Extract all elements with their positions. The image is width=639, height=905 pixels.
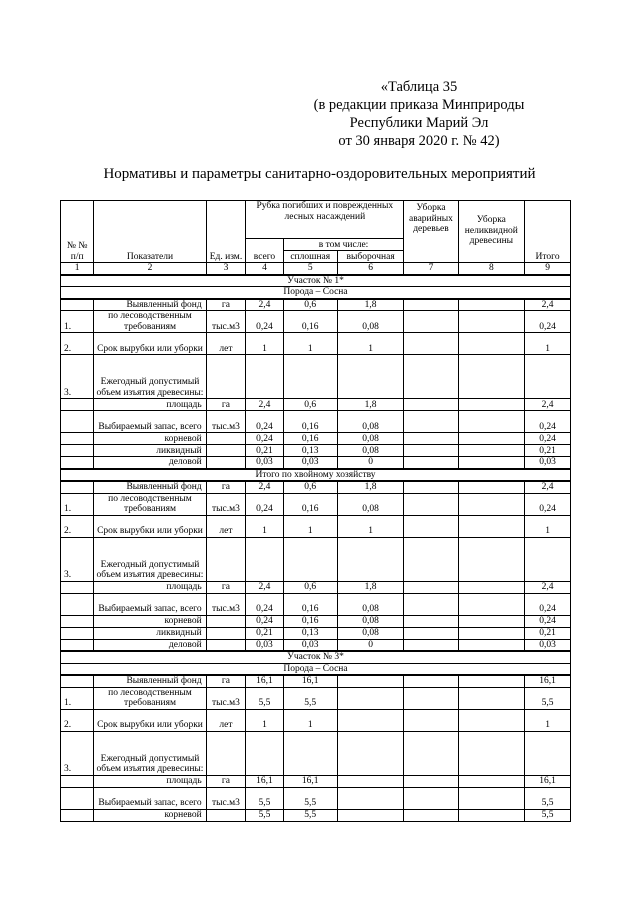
value-cell: [404, 445, 458, 457]
section-header: Участок № 3*: [61, 651, 571, 663]
indicator-cell: Ежегодный допустимый объем изъятия древесины:: [94, 537, 206, 581]
value-cell: 1: [283, 333, 337, 355]
value-cell: 5,5: [246, 687, 283, 709]
table-row: [61, 709, 571, 731]
value-cell: 16,1: [525, 775, 571, 787]
value-cell: 1: [246, 515, 283, 537]
col-clear-header: сплошная: [283, 251, 337, 263]
value-cell: 2,4: [246, 581, 283, 593]
col-indicators-header: Показатели: [94, 201, 206, 263]
section-header-row: [61, 663, 571, 675]
indicator-cell: Ежегодный допустимый объем изъятия древесины:: [94, 731, 206, 775]
value-cell: [206, 627, 246, 639]
col-selective-header: выборочная: [337, 251, 404, 263]
value-cell: лет: [206, 515, 246, 537]
section-header-row: [61, 287, 571, 299]
value-cell: 0,13: [283, 445, 337, 457]
value-cell: [404, 709, 458, 731]
col-salvage-header: Уборка аварийных деревьев: [404, 201, 458, 263]
row-number-cell: [61, 593, 94, 615]
value-cell: 0,21: [246, 627, 283, 639]
value-cell: 5,5: [525, 787, 571, 809]
value-cell: 1: [525, 709, 571, 731]
value-cell: 0,24: [246, 615, 283, 627]
column-index-cell: 2: [94, 263, 206, 275]
col-num-header: № № п/п: [61, 201, 94, 263]
value-cell: [458, 333, 525, 355]
indicator-cell: деловой: [94, 639, 206, 651]
row-number-cell: [61, 615, 94, 627]
value-cell: [206, 433, 246, 445]
value-cell: 0,24: [246, 411, 283, 433]
value-cell: [404, 675, 458, 687]
indicator-cell: по лесоводственным требованиям: [94, 687, 206, 709]
value-cell: 1: [337, 515, 404, 537]
value-cell: 0,21: [525, 445, 571, 457]
value-cell: 0: [337, 457, 404, 469]
table-row: [61, 731, 571, 775]
value-cell: га: [206, 775, 246, 787]
table-row: [61, 581, 571, 593]
value-cell: га: [206, 675, 246, 687]
row-number-cell: 3.: [61, 537, 94, 581]
section-header-row: [61, 275, 571, 287]
indicator-cell: площадь: [94, 399, 206, 411]
value-cell: 16,1: [246, 675, 283, 687]
table-row: [61, 687, 571, 709]
value-cell: [404, 537, 458, 581]
indicator-cell: Срок вырубки или уборки: [94, 515, 206, 537]
value-cell: 0,16: [283, 593, 337, 615]
value-cell: [458, 731, 525, 775]
value-cell: 0,16: [283, 411, 337, 433]
row-number-cell: 2.: [61, 709, 94, 731]
column-index-cell: 8: [458, 263, 525, 275]
value-cell: [404, 581, 458, 593]
value-cell: 0,03: [283, 457, 337, 469]
value-cell: 0,03: [246, 457, 283, 469]
value-cell: [404, 639, 458, 651]
value-cell: [206, 615, 246, 627]
value-cell: 5,5: [525, 809, 571, 821]
value-cell: 0,03: [525, 639, 571, 651]
row-number-cell: 2.: [61, 515, 94, 537]
value-cell: 0,16: [283, 493, 337, 515]
value-cell: 2,4: [525, 399, 571, 411]
col-felling-header: Рубка погибших и поврежденных лесных насаждений: [246, 201, 404, 239]
value-cell: 5,5: [283, 787, 337, 809]
value-cell: 0,08: [337, 627, 404, 639]
value-cell: 2,4: [525, 581, 571, 593]
value-cell: 16,1: [246, 775, 283, 787]
table-row: [61, 411, 571, 433]
table-row: [61, 299, 571, 311]
value-cell: [404, 481, 458, 493]
value-cell: лет: [206, 709, 246, 731]
value-cell: [458, 709, 525, 731]
value-cell: 0,24: [525, 493, 571, 515]
value-cell: [458, 787, 525, 809]
value-cell: 5,5: [283, 809, 337, 821]
value-cell: [458, 481, 525, 493]
indicator-cell: Выбираемый запас, всего: [94, 593, 206, 615]
value-cell: [206, 731, 246, 775]
value-cell: [206, 457, 246, 469]
value-cell: 2,4: [525, 481, 571, 493]
value-cell: [283, 537, 337, 581]
value-cell: тыс.м3: [206, 687, 246, 709]
value-cell: 2,4: [246, 481, 283, 493]
section-header: Участок № 1*: [61, 275, 571, 287]
value-cell: 1,8: [337, 299, 404, 311]
col-unit-header: Ед. изм.: [206, 201, 246, 263]
value-cell: 2,4: [525, 299, 571, 311]
value-cell: [404, 615, 458, 627]
table-row: [61, 593, 571, 615]
value-cell: [404, 627, 458, 639]
value-cell: 5,5: [525, 687, 571, 709]
value-cell: 0,24: [246, 433, 283, 445]
table-row: [61, 481, 571, 493]
row-number-cell: [61, 399, 94, 411]
header-line: Республики Марий Эл: [349, 115, 489, 131]
header-line: «Таблица 35: [380, 79, 458, 95]
value-cell: тыс.м3: [206, 411, 246, 433]
value-cell: [337, 809, 404, 821]
row-number-cell: [61, 627, 94, 639]
row-number-cell: 1.: [61, 493, 94, 515]
value-cell: [458, 615, 525, 627]
value-cell: 0,03: [525, 457, 571, 469]
table-row: [61, 333, 571, 355]
value-cell: 1: [246, 333, 283, 355]
value-cell: 1: [246, 709, 283, 731]
value-cell: [458, 493, 525, 515]
table-row: [61, 537, 571, 581]
table-row: [61, 355, 571, 399]
value-cell: 0,24: [525, 615, 571, 627]
value-cell: [404, 775, 458, 787]
value-cell: 5,5: [246, 809, 283, 821]
document-title: Нормативы и параметры санитарно-оздоровительных мероприятий: [103, 166, 536, 182]
value-cell: 0,08: [337, 593, 404, 615]
table-row: [61, 433, 571, 445]
value-cell: [458, 411, 525, 433]
indicator-cell: ликвидный: [94, 627, 206, 639]
value-cell: 0,08: [337, 433, 404, 445]
row-number-cell: [61, 457, 94, 469]
value-cell: 0,08: [337, 445, 404, 457]
value-cell: [458, 775, 525, 787]
row-number-cell: 1.: [61, 311, 94, 333]
value-cell: [458, 433, 525, 445]
value-cell: [404, 515, 458, 537]
value-cell: 16,1: [283, 675, 337, 687]
value-cell: [458, 537, 525, 581]
indicator-cell: Выявленный фонд: [94, 675, 206, 687]
value-cell: [458, 809, 525, 821]
indicator-cell: корневой: [94, 433, 206, 445]
row-number-cell: [61, 445, 94, 457]
value-cell: [458, 627, 525, 639]
value-cell: [337, 775, 404, 787]
row-number-cell: [61, 775, 94, 787]
value-cell: 1: [283, 515, 337, 537]
value-cell: [404, 687, 458, 709]
value-cell: га: [206, 581, 246, 593]
indicator-cell: корневой: [94, 809, 206, 821]
value-cell: [246, 355, 283, 399]
section-header: Итого по хвойному хозяйству: [61, 469, 571, 482]
value-cell: 0,16: [283, 615, 337, 627]
table-row: [61, 399, 571, 411]
value-cell: [458, 445, 525, 457]
col-illiquid-header: Уборка неликвидной древесины: [458, 201, 525, 263]
value-cell: 0,24: [246, 311, 283, 333]
indicator-cell: ликвидный: [94, 445, 206, 457]
value-cell: 0,08: [337, 411, 404, 433]
value-cell: [404, 493, 458, 515]
row-number-cell: 3.: [61, 731, 94, 775]
value-cell: 2,4: [246, 299, 283, 311]
value-cell: [337, 787, 404, 809]
value-cell: 0,24: [525, 593, 571, 615]
value-cell: [404, 809, 458, 821]
table-row: [61, 493, 571, 515]
value-cell: 1: [283, 709, 337, 731]
value-cell: 1: [337, 333, 404, 355]
value-cell: 0,6: [283, 481, 337, 493]
value-cell: 0,03: [283, 639, 337, 651]
column-index-cell: 9: [525, 263, 571, 275]
value-cell: 0: [337, 639, 404, 651]
value-cell: [404, 311, 458, 333]
col-total-header: всего: [246, 239, 283, 263]
value-cell: лет: [206, 333, 246, 355]
value-cell: [404, 787, 458, 809]
value-cell: [458, 687, 525, 709]
value-cell: [206, 809, 246, 821]
row-number-cell: [61, 809, 94, 821]
value-cell: 5,5: [283, 687, 337, 709]
value-cell: 2,4: [246, 399, 283, 411]
row-number-cell: 3.: [61, 355, 94, 399]
column-index-cell: 1: [61, 263, 94, 275]
value-cell: 1: [525, 515, 571, 537]
value-cell: [404, 433, 458, 445]
value-cell: [458, 593, 525, 615]
table-reference-header: [300, 78, 538, 150]
row-number-cell: [61, 411, 94, 433]
value-cell: 0,13: [283, 627, 337, 639]
header-line: (в редакции приказа Минприроды: [313, 97, 525, 113]
row-number-cell: [61, 675, 94, 687]
section-header: Порода – Сосна: [61, 287, 571, 299]
value-cell: [206, 445, 246, 457]
value-cell: тыс.м3: [206, 493, 246, 515]
norms-table: [60, 200, 571, 822]
value-cell: [458, 311, 525, 333]
value-cell: 16,1: [525, 675, 571, 687]
value-cell: га: [206, 481, 246, 493]
table-row: [61, 809, 571, 821]
value-cell: [337, 731, 404, 775]
value-cell: га: [206, 399, 246, 411]
value-cell: [246, 731, 283, 775]
value-cell: 0,24: [246, 493, 283, 515]
table-row: [61, 675, 571, 687]
indicator-cell: площадь: [94, 775, 206, 787]
value-cell: [206, 355, 246, 399]
value-cell: 0,6: [283, 399, 337, 411]
value-cell: 0,24: [525, 433, 571, 445]
table-row: [61, 775, 571, 787]
value-cell: 0,03: [246, 639, 283, 651]
table-row: [61, 515, 571, 537]
value-cell: 0,6: [283, 581, 337, 593]
value-cell: 0,6: [283, 299, 337, 311]
value-cell: [337, 355, 404, 399]
value-cell: [246, 537, 283, 581]
value-cell: [206, 537, 246, 581]
column-index-cell: 4: [246, 263, 283, 275]
row-number-cell: 1.: [61, 687, 94, 709]
indicator-cell: по лесоводственным требованиям: [94, 311, 206, 333]
indicator-cell: Выявленный фонд: [94, 299, 206, 311]
value-cell: тыс.м3: [206, 593, 246, 615]
indicator-cell: Выявленный фонд: [94, 481, 206, 493]
row-number-cell: 2.: [61, 333, 94, 355]
value-cell: [337, 709, 404, 731]
indicator-cell: по лесоводственным требованиям: [94, 493, 206, 515]
value-cell: 0,21: [525, 627, 571, 639]
value-cell: [458, 581, 525, 593]
value-cell: [404, 457, 458, 469]
value-cell: [458, 355, 525, 399]
column-index-cell: 5: [283, 263, 337, 275]
table-row: [61, 457, 571, 469]
value-cell: 0,08: [337, 615, 404, 627]
indicator-cell: Выбираемый запас, всего: [94, 787, 206, 809]
value-cell: [337, 675, 404, 687]
value-cell: [525, 537, 571, 581]
value-cell: 0,16: [283, 433, 337, 445]
column-index-cell: 3: [206, 263, 246, 275]
table-row: [61, 639, 571, 651]
value-cell: [525, 355, 571, 399]
table-row: [61, 445, 571, 457]
row-number-cell: [61, 481, 94, 493]
indicator-cell: Ежегодный допустимый объем изъятия древесины:: [94, 355, 206, 399]
value-cell: [458, 515, 525, 537]
value-cell: [458, 299, 525, 311]
value-cell: 0,08: [337, 493, 404, 515]
value-cell: 1,8: [337, 399, 404, 411]
value-cell: [337, 687, 404, 709]
value-cell: [283, 731, 337, 775]
value-cell: [458, 399, 525, 411]
column-index-cell: 7: [404, 263, 458, 275]
row-number-cell: [61, 581, 94, 593]
value-cell: 1: [525, 333, 571, 355]
value-cell: 0,21: [246, 445, 283, 457]
table-row: [61, 615, 571, 627]
value-cell: [283, 355, 337, 399]
row-number-cell: [61, 787, 94, 809]
value-cell: [404, 399, 458, 411]
value-cell: [458, 639, 525, 651]
row-number-cell: [61, 639, 94, 651]
value-cell: тыс.м3: [206, 311, 246, 333]
value-cell: 1,8: [337, 581, 404, 593]
value-cell: 0,16: [283, 311, 337, 333]
value-cell: [404, 411, 458, 433]
row-number-cell: [61, 299, 94, 311]
value-cell: [404, 355, 458, 399]
indicator-cell: деловой: [94, 457, 206, 469]
value-cell: [458, 457, 525, 469]
table-row: [61, 787, 571, 809]
value-cell: [404, 593, 458, 615]
column-index-cell: 6: [337, 263, 404, 275]
indicator-cell: Срок вырубки или уборки: [94, 709, 206, 731]
value-cell: 16,1: [283, 775, 337, 787]
value-cell: 0,08: [337, 311, 404, 333]
value-cell: [404, 333, 458, 355]
value-cell: 0,24: [525, 311, 571, 333]
value-cell: га: [206, 299, 246, 311]
header-line: от 30 января 2020 г. № 42): [338, 133, 500, 149]
section-header: Порода – Сосна: [61, 663, 571, 675]
value-cell: [525, 731, 571, 775]
value-cell: [337, 537, 404, 581]
col-incl-header: в том числе:: [283, 239, 404, 251]
value-cell: 0,24: [246, 593, 283, 615]
column-index-row: [61, 263, 571, 275]
col-sum-header: Итого: [525, 201, 571, 263]
value-cell: [458, 675, 525, 687]
table-row: [61, 627, 571, 639]
value-cell: 0,24: [525, 411, 571, 433]
indicator-cell: Срок вырубки или уборки: [94, 333, 206, 355]
table-row: [61, 311, 571, 333]
indicator-cell: Выбираемый запас, всего: [94, 411, 206, 433]
row-number-cell: [61, 433, 94, 445]
section-header-row: [61, 469, 571, 482]
value-cell: [404, 731, 458, 775]
section-header-row: [61, 651, 571, 663]
value-cell: [206, 639, 246, 651]
indicator-cell: площадь: [94, 581, 206, 593]
value-cell: тыс.м3: [206, 787, 246, 809]
value-cell: [404, 299, 458, 311]
value-cell: 1,8: [337, 481, 404, 493]
indicator-cell: корневой: [94, 615, 206, 627]
value-cell: 5,5: [246, 787, 283, 809]
